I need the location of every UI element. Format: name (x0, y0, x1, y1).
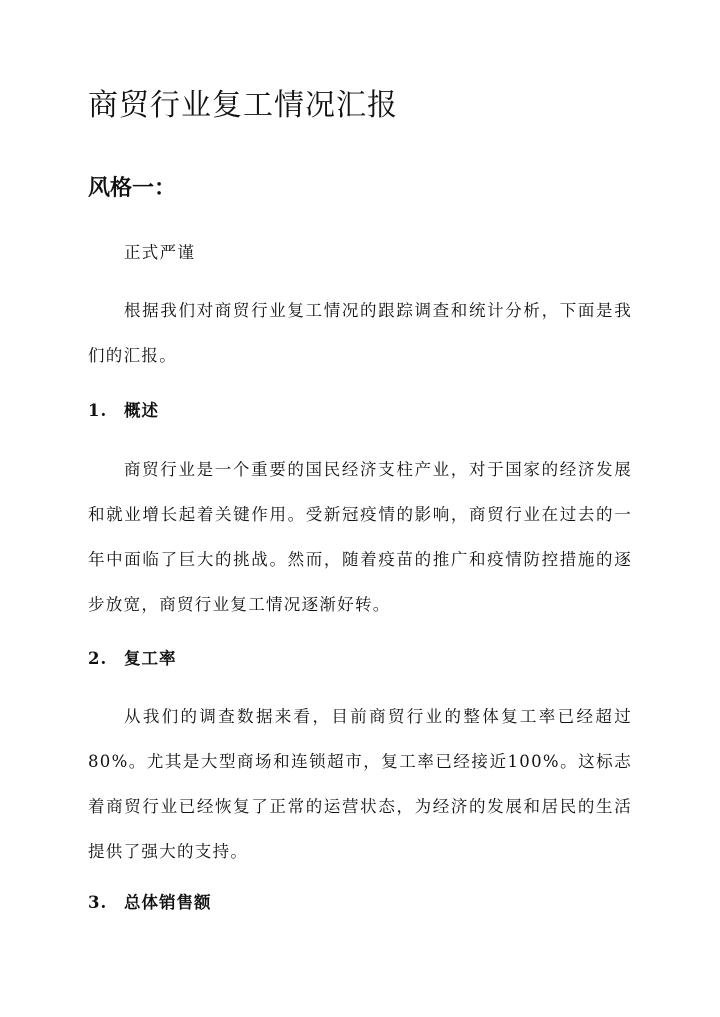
section-heading-resumption-rate (88, 644, 177, 674)
style-name: 正式严谨 (124, 243, 196, 262)
section-title: 复工率 (124, 649, 177, 668)
intro-paragraph: 根据我们对商贸行业复工情况的跟踪调查和统计分析，下面是我们的汇报。 (88, 301, 632, 365)
section-number: 3. (88, 893, 108, 912)
section-title: 概述 (124, 401, 159, 420)
style-heading: 风格一： (88, 175, 177, 201)
document-title: 商贸行业复工情况汇报 (88, 88, 398, 123)
section-number: 1. (88, 401, 108, 420)
section-heading-overview (88, 396, 159, 426)
section-body-resumption-rate: 从我们的调查数据来看，目前商贸行业的整体复工率已经超过80%。尤其是大型商场和连锁超市，复工率已经接近100%。这标志着商贸行业已经恢复了正常的运营状态，为经济的发展和居民的生活提供了强大的支持。 (88, 707, 632, 861)
section-title: 总体销售额 (124, 893, 212, 912)
section-heading-total-sales (88, 888, 212, 918)
section-body-overview: 商贸行业是一个重要的国民经济支柱产业，对于国家的经济发展和就业增长起着关键作用。受新冠疫情的影响，商贸行业在过去的一年中面临了巨大的挑战。然而，随着疫苗的推广和疫情防控措施的逐步放宽，商贸行业复工情况逐渐好转。 (88, 460, 632, 614)
section-number: 2. (88, 649, 108, 668)
